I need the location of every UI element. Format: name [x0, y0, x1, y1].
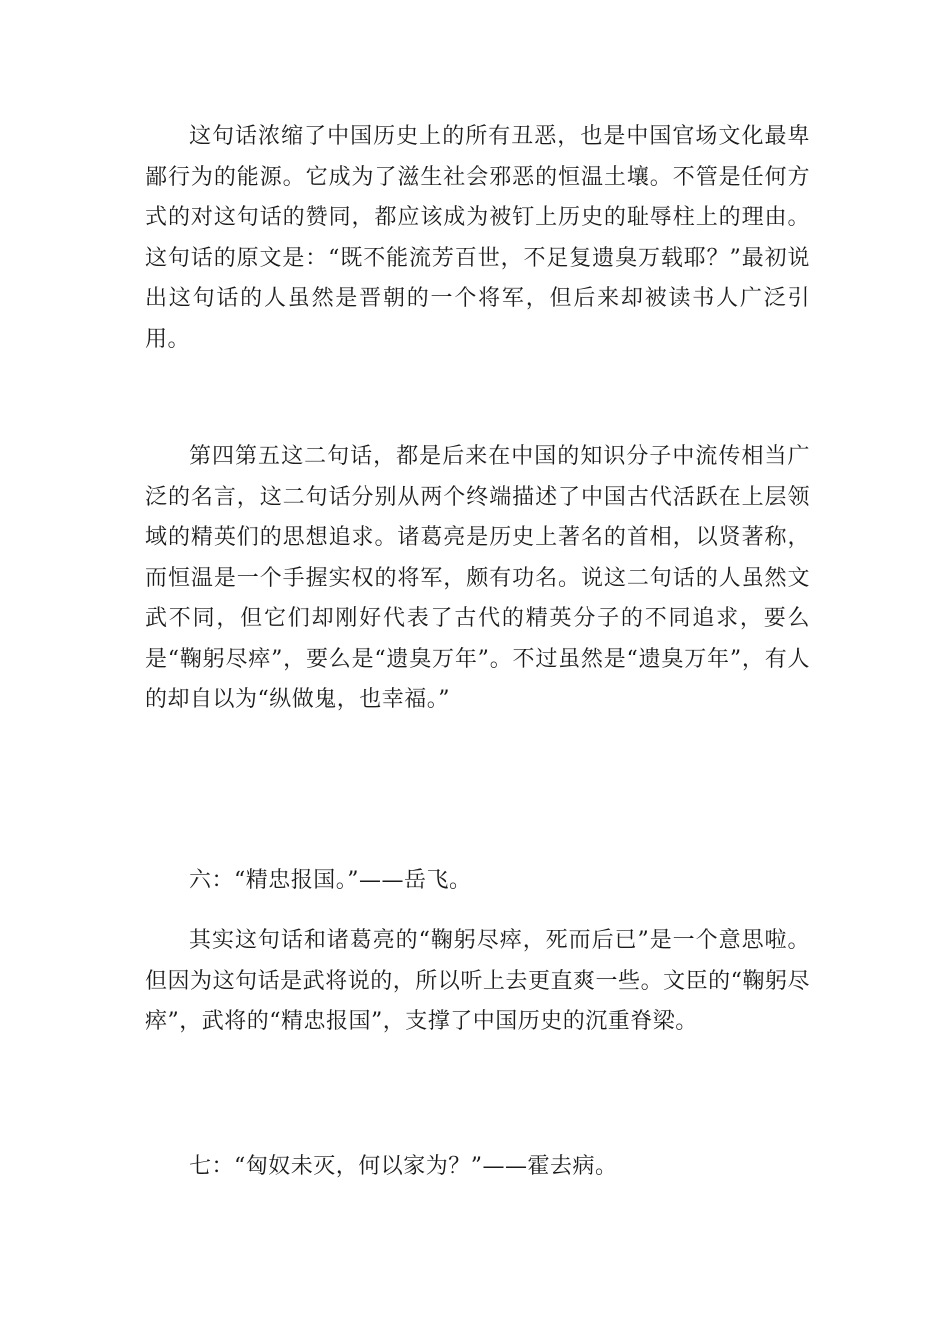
paragraph-3: 其实这句话和诸葛亮的“鞠躬尽瘁，死而后已”是一个意思啦。但因为这句话是武将说的，所以听上去更直爽一些。文臣的“鞠躬尽瘁”，武将的“精忠报国”，支撑了中国历史的沉重脊梁。 — [145, 928, 810, 1034]
quote-heading-6: 六：“精忠报国。”——岳飞。 — [189, 868, 472, 893]
quote-heading-7: 七：“匈奴未灭，何以家为？”——霍去病。 — [189, 1154, 618, 1179]
paragraph-2: 第四第五这二句话，都是后来在中国的知识分子中流传相当广泛的名言，这二句话分别从两个终端描述了中国古代活跃在上层领域的精英们的思想追求。诸葛亮是历史上著名的首相，以贤著称，而恒温是一个手握实权的将军，颇有功名。说这二句话的人虽然文武不同，但它们却刚好代表了古代的精英分子的不同追求，要么是“鞠躬尽瘁”，要么是“遗臭万年”。不过虽然是“遗臭万年”，有人的却自以为“纵做鬼，也幸福。” — [145, 444, 810, 712]
paragraph-1: 这句话浓缩了中国历史上的所有丑恶，也是中国官场文化最卑鄙行为的能源。它成为了滋生社会邪恶的恒温土壤。不管是任何方式的对这句话的赞同，都应该成为被钉上历史的耻辱柱上的理由。这句话的原文是：“既不能流芳百世，不足复遗臭万载耶？”最初说出这句话的人虽然是晋朝的一个将军，但后来却被读书人广泛引用。 — [145, 124, 810, 352]
